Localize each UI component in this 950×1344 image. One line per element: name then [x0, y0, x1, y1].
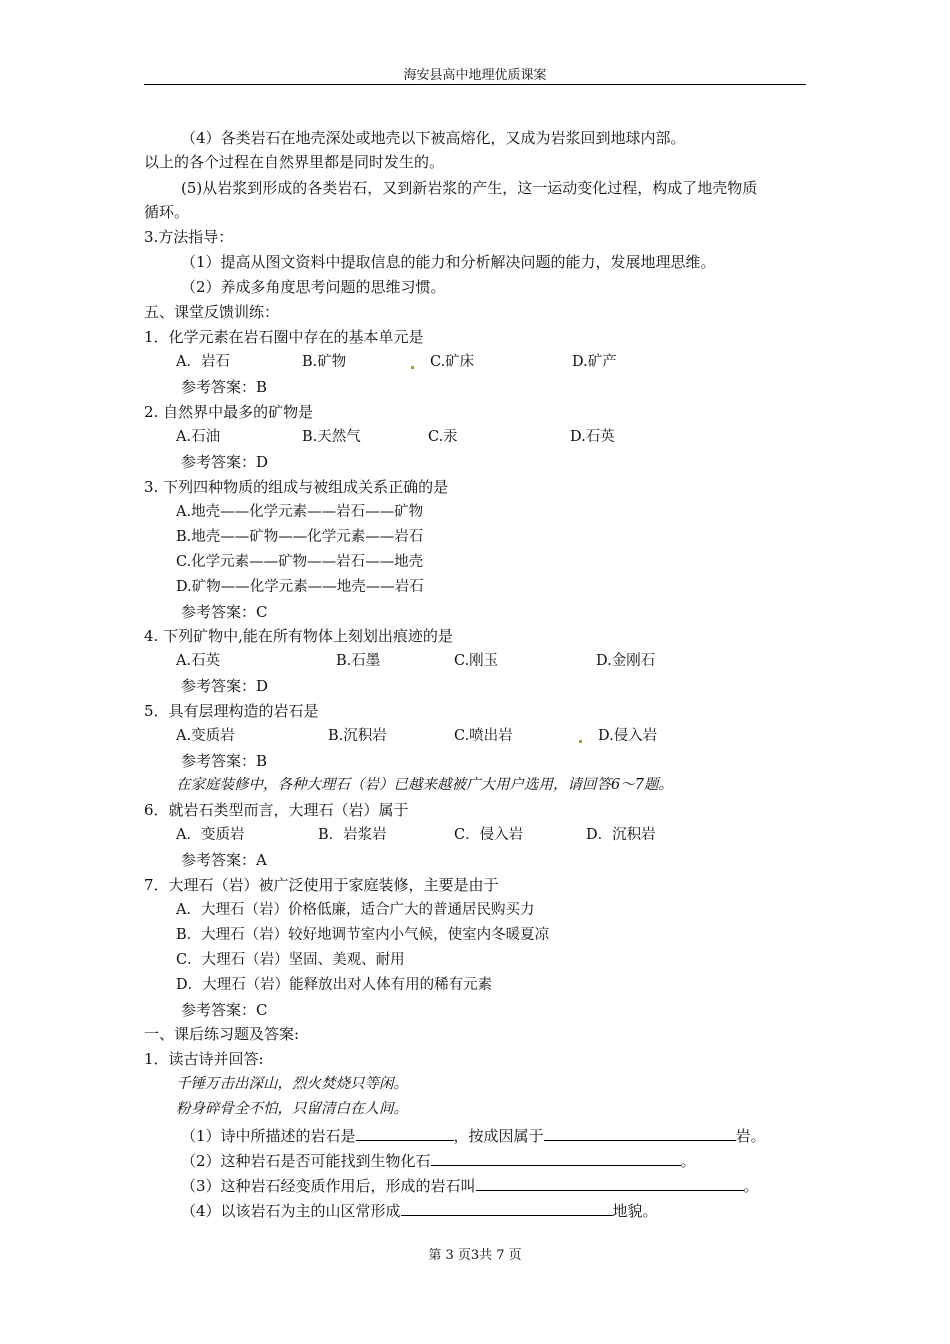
q2-option-d: D.石英 [570, 429, 615, 445]
q2-option-b: B.天然气 [302, 429, 361, 445]
q1-answer: 参考答案：B [181, 378, 268, 396]
method-title: 3.方法指导： [144, 228, 234, 246]
exercise-1-4 [181, 1199, 658, 1221]
q5-option-b: B.沉积岩 [328, 728, 387, 744]
marker-dot [411, 366, 414, 369]
question-3: 3. 下列四种物质的组成与被组成关系正确的是 [144, 478, 449, 496]
paragraph-4-cont: 以上的各个过程在自然界里都是同时发生的。 [144, 153, 445, 171]
questions-6-7-intro: 在家庭装修中，各种大理石（岩）已越来越被广大用户选用，请回答6～7题。 [176, 777, 673, 793]
q1-option-b: B.矿物 [302, 354, 347, 370]
question-6: 6．就岩石类型而言，大理石（岩）属于 [144, 801, 409, 819]
q5-option-c: C.喷出岩 [454, 728, 513, 744]
exercise-1-2-text-b: 。 [680, 1152, 696, 1170]
q6-option-b: B．岩浆岩 [318, 827, 387, 843]
section-five-title: 五、课堂反馈训练： [144, 303, 280, 321]
q6-option-d: D．沉积岩 [586, 827, 656, 843]
q3-answer: 参考答案：C [181, 603, 268, 621]
exercise-1-2 [181, 1149, 696, 1171]
q7-answer: 参考答案：C [181, 1001, 268, 1019]
method-item-1: （1）提高从图文资料中提取信息的能力和分析解决问题的能力，发展地理思维。 [181, 253, 716, 271]
exercise-1-4-text-a: （4）以该岩石为主的山区常形成 [181, 1202, 401, 1220]
exercise-1-4-text-b: 地貌。 [612, 1202, 658, 1220]
exercise-1-3 [181, 1174, 759, 1196]
q4-option-a: A.石英 [176, 653, 221, 669]
q6-option-a: A．变质岩 [176, 827, 245, 843]
question-5: 5．具有层理构造的岩石是 [144, 702, 319, 720]
q5-option-a: A.变质岩 [176, 728, 235, 744]
q7-option-a: A．大理石（岩）价格低廉，适合广大的普通居民购买力 [176, 902, 535, 918]
exercise-1-3-text-b: 。 [743, 1177, 759, 1195]
q1-option-d: D.矿产 [572, 354, 617, 370]
q7-option-d: D．大理石（岩）能释放出对人体有用的稀有元素 [176, 977, 493, 993]
poem-line-1: 千锤万击出深山，烈火焚烧只等闲。 [176, 1076, 408, 1092]
exercise-1-1-text-a: （1）诗中所描述的岩石是 [181, 1127, 356, 1145]
answer-blank[interactable] [431, 1149, 681, 1166]
q2-answer: 参考答案：D [181, 453, 269, 471]
poem-line-2: 粉身碎骨全不怕，只留清白在人间。 [176, 1101, 408, 1117]
question-7: 7．大理石（岩）被广泛使用于家庭装修，主要是由于 [144, 876, 499, 894]
q6-option-c: C．侵入岩 [454, 827, 524, 843]
exercise-1-1-text-b: ，按成因属于 [453, 1127, 544, 1145]
page-footer: 第 3 页3共 7 页 [428, 1248, 522, 1263]
exercise-1-1 [181, 1124, 766, 1146]
q4-option-d: D.金刚石 [596, 653, 656, 669]
paragraph-5-cont: 循环。 [144, 203, 190, 221]
q3-option-b: B.地壳——矿物——化学元素——岩石 [176, 529, 424, 545]
answer-blank[interactable] [544, 1124, 736, 1141]
q1-option-c: C.矿床 [430, 354, 475, 370]
q2-option-a: A.石油 [176, 429, 221, 445]
answer-blank[interactable] [476, 1174, 744, 1191]
answer-blank[interactable] [356, 1124, 454, 1141]
section-exercises-title: 一、课后练习题及答案: [144, 1025, 300, 1043]
answer-blank[interactable] [401, 1199, 613, 1216]
exercise-1: 1．读古诗并回答: [144, 1050, 264, 1068]
q7-option-b: B．大理石（岩）较好地调节室内小气候，使室内冬暖夏凉 [176, 927, 550, 943]
q5-option-d: D.侵入岩 [598, 728, 658, 744]
q2-option-c: C.汞 [428, 429, 458, 445]
q7-option-c: C．大理石（岩）坚固、美观、耐用 [176, 952, 405, 968]
exercise-1-1-text-c: 岩。 [735, 1127, 766, 1145]
q1-option-a: A．岩石 [176, 354, 230, 370]
question-2: 2. 自然界中最多的矿物是 [144, 403, 314, 421]
paragraph-4: （4）各类岩石在地壳深处或地壳以下被高熔化，又成为岩浆回到地球内部。 [181, 129, 686, 147]
method-item-2: （2）养成多角度思考问题的思维习惯。 [181, 278, 446, 296]
q3-option-d: D.矿物——化学元素——地壳——岩石 [176, 579, 424, 595]
exercise-1-2-text-a: （2）这种岩石是否可能找到生物化石 [181, 1152, 431, 1170]
question-1: 1．化学元素在岩石圈中存在的基本单元是 [144, 328, 424, 346]
page-header: 海安县高中地理优质课案 [144, 64, 806, 85]
q3-option-a: A.地壳——化学元素——岩石——矿物 [176, 504, 424, 520]
exercise-1-3-text-a: （3）这种岩石经变质作用后，形成的岩石叫 [181, 1177, 476, 1195]
q4-answer: 参考答案：D [181, 677, 269, 695]
q3-option-c: C.化学元素——矿物——岩石——地壳 [176, 554, 424, 570]
q4-option-b: B.石墨 [336, 653, 381, 669]
paragraph-5: (5)从岩浆到形成的各类岩石，又到新岩浆的产生，这一运动变化过程，构成了地壳物质 [181, 179, 758, 197]
marker-dot [579, 740, 582, 743]
q4-option-c: C.刚玉 [454, 653, 499, 669]
q5-answer: 参考答案：B [181, 752, 268, 770]
question-4: 4. 下列矿物中,能在所有物体上刻划出痕迹的是 [144, 627, 453, 645]
q6-answer: 参考答案：A [181, 851, 267, 869]
